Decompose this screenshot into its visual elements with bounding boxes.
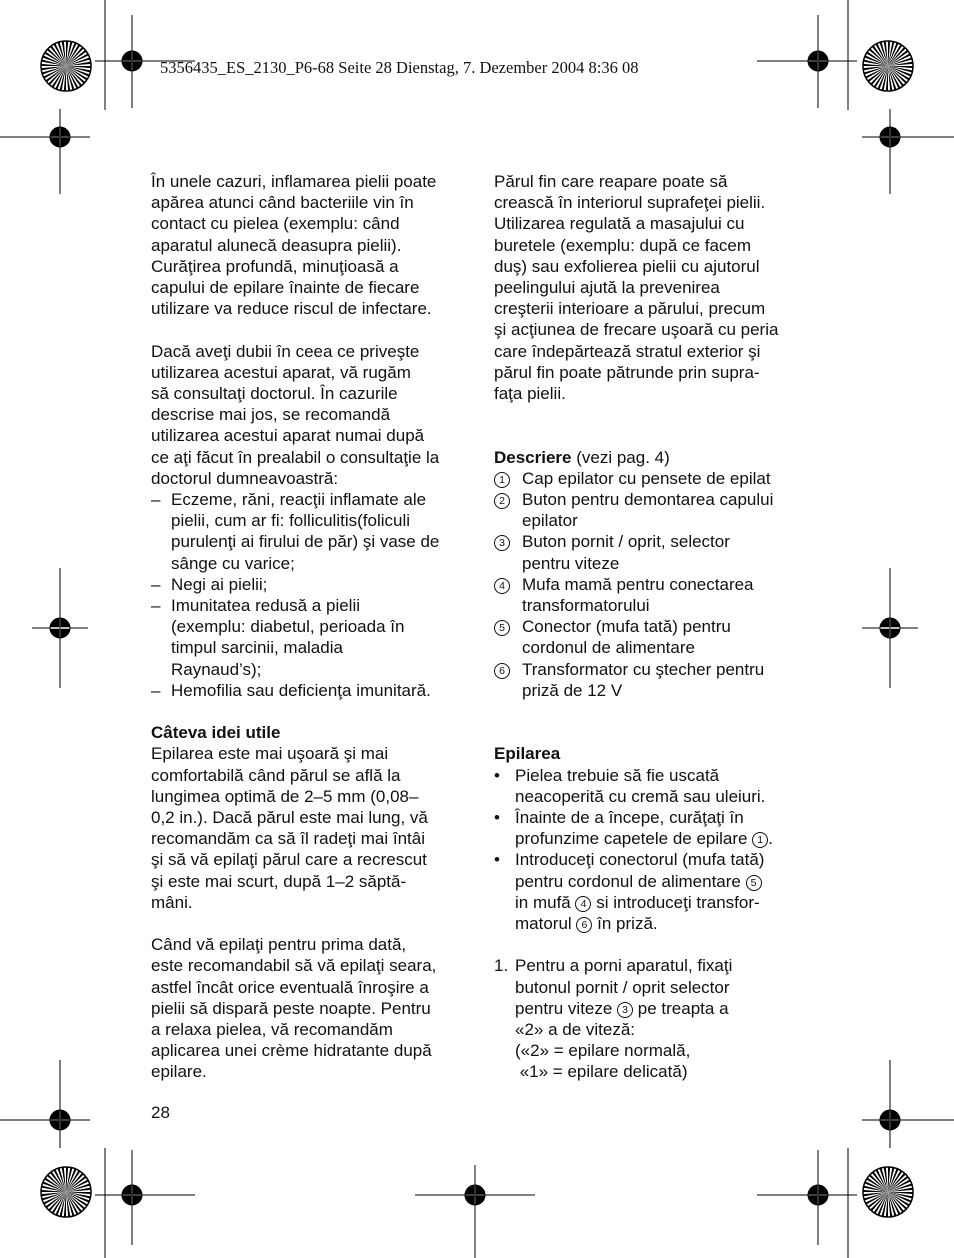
bullet-marker: • bbox=[494, 850, 500, 870]
doubt-paragraph bbox=[151, 341, 463, 489]
text-line: şi să vă epilaţi părul care a recrescut bbox=[151, 850, 427, 870]
text-line: buretele (exemplu: după ce facem bbox=[494, 235, 752, 255]
list-item bbox=[494, 574, 802, 616]
bullet-marker: • bbox=[494, 765, 500, 785]
circled-number: 5 bbox=[494, 620, 510, 636]
list-item bbox=[494, 659, 802, 701]
text-line: astfel încât orice eventuală înroşire a bbox=[151, 977, 429, 997]
text-line: Buton pentru demontarea capului bbox=[522, 490, 774, 510]
intro-paragraph bbox=[151, 171, 463, 319]
text-line bbox=[515, 871, 802, 892]
text-line: Hemofilia sau deficienţa imunitară. bbox=[171, 680, 431, 700]
text-line bbox=[515, 913, 802, 934]
print-slug-header: 5356435_ES_2130_P6-68 Seite 28 Dienstag, 7. Dezember 2004 8:36 08 bbox=[160, 58, 639, 77]
dash-marker: – bbox=[151, 490, 161, 510]
text-span: in mufă bbox=[515, 892, 576, 912]
text-span: în priză. bbox=[592, 914, 658, 934]
text-line: sânge cu varice; bbox=[171, 553, 295, 573]
text-line: Pentru a porni aparatul, fixaţi bbox=[515, 956, 733, 976]
text-line: Eczeme, răni, reacţii inflamate ale bbox=[171, 490, 427, 510]
text-line: purulenţi ai firului de păr) şi vase de bbox=[171, 532, 440, 552]
text-line: Înainte de a începe, curăţaţi în bbox=[515, 808, 744, 828]
list-item bbox=[494, 807, 802, 849]
circled-number: 6 bbox=[576, 917, 592, 933]
text-line: descrise mai jos, se recomandă bbox=[151, 405, 391, 425]
text-line: epilator bbox=[522, 511, 578, 531]
text-line: aplicarea unei crème hidratante după bbox=[151, 1041, 432, 1061]
left-column bbox=[151, 171, 463, 1083]
text-line: părul fin poate pătrunde prin supra- bbox=[494, 362, 760, 382]
text-line: epilare. bbox=[151, 1062, 207, 1082]
text-line: capului de epilare înainte de fiecare bbox=[151, 278, 420, 298]
list-item bbox=[151, 489, 463, 574]
text-line: Raynaud’s); bbox=[171, 659, 262, 679]
first-time-paragraph bbox=[151, 934, 463, 1082]
text-line: pielii să dispară peste noapte. Pentru bbox=[151, 998, 431, 1018]
dash-marker: – bbox=[151, 596, 161, 616]
text-line: contact cu pielea (exemplu: când bbox=[151, 214, 400, 234]
text-line: pielii, cum ar fi: folliculitis(foliculi bbox=[171, 511, 411, 531]
starburst-target-icon bbox=[41, 1167, 91, 1217]
text-line: utilizarea acestui aparat numai după bbox=[151, 426, 425, 446]
text-line: şi acţiunea de frecare uşoară cu peria bbox=[494, 320, 779, 340]
text-span: pentru viteze bbox=[515, 998, 618, 1018]
text-line: faţa pielii. bbox=[494, 384, 566, 404]
text-line: În unele cazuri, inflamarea pielii poate bbox=[151, 172, 437, 191]
text-line: crească în interiorul suprafeţei pielii. bbox=[494, 193, 766, 213]
text-line: este recomandabil să vă epilaţi seara, bbox=[151, 956, 437, 976]
text-line: (exemplu: diabetul, perioada în bbox=[171, 617, 405, 637]
text-line bbox=[515, 828, 802, 849]
epilation-heading: Epilarea bbox=[494, 744, 561, 764]
text-line: Mufa mamă pentru conectarea bbox=[522, 574, 754, 594]
text-line: Negi ai pielii; bbox=[171, 574, 268, 594]
dash-marker: – bbox=[151, 574, 161, 594]
page-number: 28 bbox=[151, 1103, 170, 1122]
text-line: Introduceţi conectorul (mufa tată) bbox=[515, 850, 765, 870]
circled-number: 5 bbox=[746, 875, 762, 891]
text-line: duş) sau exfolierea pielii cu ajutorul bbox=[494, 256, 760, 276]
starburst-target-icon bbox=[863, 1167, 913, 1217]
description-list bbox=[494, 468, 802, 701]
tips-paragraph bbox=[151, 743, 463, 913]
text-line: «1» = epilare delicată) bbox=[515, 1062, 688, 1082]
text-line: neacoperită cu cremă sau uleiuri. bbox=[515, 786, 766, 806]
list-item bbox=[494, 531, 802, 573]
text-line: Pielea trebuie să fie uscată bbox=[515, 765, 720, 785]
circled-number: 6 bbox=[494, 663, 510, 679]
description-heading-line bbox=[494, 447, 802, 468]
list-item bbox=[494, 468, 802, 489]
circled-number: 2 bbox=[494, 493, 510, 509]
starburst-target-icon bbox=[863, 41, 913, 91]
epilation-bullets bbox=[494, 765, 802, 935]
text-line: priză de 12 V bbox=[522, 680, 623, 700]
text-line: Imunitatea redusă a pielii bbox=[171, 596, 361, 616]
text-line: 0,2 in.). Dacă părul este mai lung, vă bbox=[151, 808, 428, 828]
text-line: cordonul de alimentare bbox=[522, 638, 695, 658]
text-line: mâni. bbox=[151, 892, 193, 912]
text-line bbox=[515, 998, 802, 1019]
text-line: care îndepărtează stratul exterior şi bbox=[494, 341, 761, 361]
tips-heading: Câteva idei utile bbox=[151, 723, 281, 743]
step-number: 1. bbox=[494, 956, 509, 976]
list-item bbox=[494, 765, 802, 807]
text-span: profunzime capetele de epilare bbox=[515, 829, 753, 849]
text-line: comfortabilă când părul se află la bbox=[151, 765, 401, 785]
text-line: ce aţi făcut în prealabil o consultaţie la bbox=[151, 447, 440, 467]
text-line: Când vă epilaţi pentru prima dată, bbox=[151, 935, 407, 955]
circled-number: 1 bbox=[752, 832, 768, 848]
text-line: Curăţirea profundă, minuţioasă a bbox=[151, 256, 399, 276]
circled-number: 4 bbox=[575, 896, 591, 912]
text-span: pe treapta a bbox=[633, 998, 729, 1018]
text-line: Utilizarea regulată a masajului cu bbox=[494, 214, 745, 234]
text-line: butonul pornit / oprit selector bbox=[515, 977, 730, 997]
text-line: Dacă aveţi dubii în ceea ce priveşte bbox=[151, 341, 420, 361]
list-item bbox=[494, 489, 802, 531]
text-span: . bbox=[768, 829, 773, 849]
text-span: si introduceţi transfor- bbox=[591, 892, 760, 912]
text-line bbox=[515, 892, 802, 913]
text-line: lungimea optimă de 2–5 mm (0,08– bbox=[151, 786, 419, 806]
list-item bbox=[494, 849, 802, 934]
list-item bbox=[151, 574, 463, 595]
description-heading: Descriere bbox=[494, 447, 572, 467]
circled-number: 1 bbox=[494, 472, 510, 488]
text-line: să consultaţi doctorul. În cazurile bbox=[151, 384, 398, 404]
list-item bbox=[151, 595, 463, 680]
text-span: pentru cordonul de alimentare bbox=[515, 871, 746, 891]
text-line: Părul fin care reapare poate să bbox=[494, 172, 728, 191]
text-line: utilizarea acestui aparat, vă rugăm bbox=[151, 362, 411, 382]
text-line: timpul sarcinii, maladia bbox=[171, 638, 343, 658]
bullet-marker: • bbox=[494, 808, 500, 828]
text-line: Transformator cu ştecher pentru bbox=[522, 659, 765, 679]
starburst-target-icon bbox=[41, 41, 91, 91]
text-line: a relaxa pielea, vă recomandăm bbox=[151, 1020, 393, 1040]
text-line: pentru viteze bbox=[522, 553, 620, 573]
text-line: recomandăm ca să îl radeţi mai întâi bbox=[151, 829, 426, 849]
description-page-ref: (vezi pag. 4) bbox=[571, 447, 670, 467]
circled-number: 3 bbox=[494, 535, 510, 551]
text-line: doctorul dumneavoastră: bbox=[151, 468, 339, 488]
text-line: apărea atunci când bacteriile vin în bbox=[151, 193, 414, 213]
circled-number: 4 bbox=[494, 578, 510, 594]
text-line: Conector (mufa tată) pentru bbox=[522, 617, 731, 637]
text-line: utilizare va reduce riscul de infectare. bbox=[151, 299, 432, 319]
text-line: («2» = epilare normală, bbox=[515, 1041, 691, 1061]
text-line: peelingului ajută la prevenirea bbox=[494, 278, 720, 298]
list-item bbox=[151, 680, 463, 701]
text-span: matorul bbox=[515, 914, 577, 934]
text-line: şi este mai scurt, după 1–2 săptă- bbox=[151, 871, 407, 891]
text-line: transformatorului bbox=[522, 596, 650, 616]
step-1 bbox=[494, 955, 802, 1082]
dash-marker: – bbox=[151, 680, 161, 700]
ingrown-hair-paragraph bbox=[494, 171, 802, 404]
text-line: Cap epilator cu pensete de epilat bbox=[522, 468, 771, 488]
list-item bbox=[494, 616, 802, 658]
conditions-list bbox=[151, 489, 463, 701]
text-line: aparatul alunecă deasupra pielii). bbox=[151, 235, 402, 255]
text-line: Epilarea este mai uşoară şi mai bbox=[151, 744, 389, 764]
right-column bbox=[494, 171, 802, 1083]
text-line: Buton pornit / oprit, selector bbox=[522, 532, 730, 552]
text-line: creşterii interioare a părului, precum bbox=[494, 299, 766, 319]
circled-number: 3 bbox=[617, 1002, 633, 1018]
text-line: «2» a de viteză: bbox=[515, 1020, 636, 1040]
